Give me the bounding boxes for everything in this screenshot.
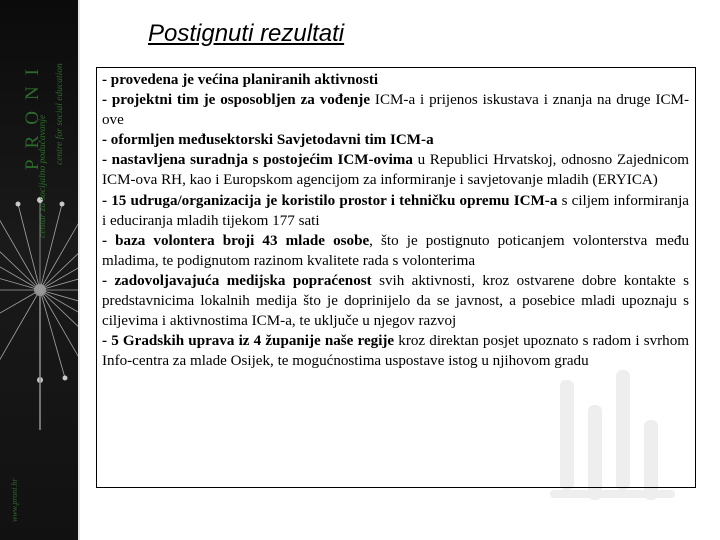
item-text: ICM-a i prijenos iskustava i znanja na druge ICM-ove [102, 92, 689, 129]
list-item [102, 191, 689, 231]
sidebar [0, 0, 78, 540]
org-name: PRONI [22, 57, 43, 170]
list-item [102, 130, 689, 150]
item-text: , što je postignuto poticanjem volonterstva među mladima, te podignutom razinom kvalitete rada s volonterima [102, 232, 689, 269]
item-highlight: - zadovoljavajuća medijska popraćenost [102, 272, 372, 289]
item-highlight: - nastavljena suradnja s postojećim ICM-ovima [102, 152, 413, 169]
item-highlight: - provedena je većina planiranih aktivnosti [102, 72, 379, 88]
item-highlight: - 5 Gradskih uprava iz 4 županije naše regije [102, 333, 395, 350]
list-item [102, 70, 689, 90]
item-highlight: - projektni tim je osposobljen za vođenje [102, 92, 371, 109]
item-highlight: - oformljen međusektorski Savjetodavni tim ICM-a [102, 132, 434, 149]
item-text: svih aktivnosti, kroz ostvarene dobre kontakte s predstavnicima lokalnih medija što je doprinijelo da se javnost, a posebice mladi upoznaju s ciljevima i aktivnostima ICM-a, te uključe u njegov razvoj [102, 272, 689, 330]
page-title: Postignuti rezultati [148, 20, 345, 47]
sidebar-divider [78, 0, 80, 540]
list-item [102, 271, 689, 331]
item-text: u Republici Hrvatskoj, odnosno Zajednicom ICM-ova RH, kao i Europskom agencijom za informiranje i savjetovanje mladih (ERYICA) [102, 152, 689, 189]
item-text: kroz direktan posjet upoznato s radom i svrhom Info-centra za mlade Osijek, te mogućnostima uspostave istog u njihovom gradu [102, 333, 689, 370]
list-item [102, 150, 689, 190]
item-highlight: - baza volontera broji 43 mlade osobe [102, 232, 370, 249]
list-item [102, 231, 689, 271]
results-list [96, 67, 696, 488]
website-link[interactable]: www.proni.hr [10, 478, 19, 522]
item-highlight: - 15 udruga/organizacija je koristilo prostor i tehničku opremu ICM-a [102, 192, 558, 209]
org-tagline-en: centre for social education [55, 63, 65, 165]
list-item [102, 331, 689, 371]
list-item [102, 90, 689, 130]
org-tagline-hr: centar za socijalno podučavanje [38, 114, 48, 238]
item-text: s ciljem informiranja i educiranja mladih tijekom 177 sati [102, 192, 690, 229]
